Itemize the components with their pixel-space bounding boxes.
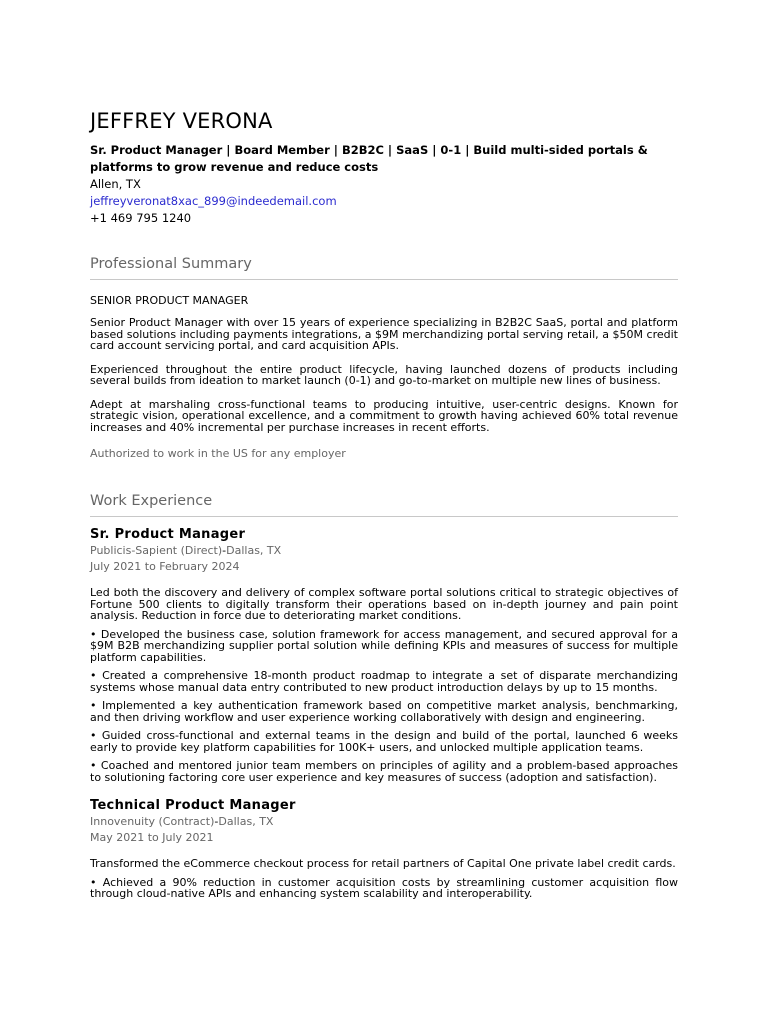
job-bullet: • Implemented a key authentication framework based on competitive market analysis, benchmarking, and then driving workflow and user experience working collaboratively with design and engineering. (90, 699, 678, 724)
resume-content (90, 106, 678, 900)
candidate-headline: Sr. Product Manager | Board Member | B2B2C | SaaS | 0-1 | Build multi-sided portals & platforms to grow revenue and reduce costs (90, 143, 648, 174)
job-bullet: • Guided cross-functional and external teams in the design and build of the portal, launched 6 weeks early to provide key platform capabilities for 100K+ users, and unlocked multiple application teams. (90, 729, 678, 754)
candidate-name: JEFFREY VERONA (90, 109, 273, 133)
job-dates: July 2021 to February 2024 (90, 560, 240, 573)
company-location: Dallas, TX (218, 815, 274, 828)
company-location-separator: - (214, 815, 219, 828)
job-description: Transformed the eCommerce checkout process for retail partners of Capital One private label credit cards. (90, 857, 676, 870)
job-entry (90, 797, 678, 900)
job-bullet: • Developed the business case, solution framework for access management, and secured approval for a $9M B2B merchandizing supplier portal solution while defining KPIs and measures of success for multiple platform capabilities. (90, 627, 678, 664)
candidate-email[interactable]: jeffreyveronat8xac_899@indeedemail.com (90, 194, 337, 208)
candidate-phone: +1 469 795 1240 (90, 211, 192, 225)
summary-paragraph: Senior Product Manager with over 15 years of experience specializing in B2B2C SaaS, portal and platform based solutions including payments integrations, a $9M merchandizing portal serving retail, a $50M credit card account servicing portal, and card acquisition APIs. (90, 316, 678, 352)
summary-section-title: Professional Summary (90, 256, 252, 272)
summary-heading: SENIOR PRODUCT MANAGER (90, 294, 249, 307)
candidate-location: Allen, TX (90, 177, 141, 191)
job-bullet: • Created a comprehensive 18-month product roadmap to integrate a set of disparate merchandizing systems whose manual data entry contributed to new product introduction delays by up to 15 months. (90, 669, 678, 694)
work-authorization: Authorized to work in the US for any employer (90, 447, 346, 460)
job-company (90, 814, 678, 830)
experience-section-title: Work Experience (90, 493, 213, 509)
company-name: Innovenuity (Contract) (90, 815, 215, 828)
summary-paragraph: Experienced throughout the entire product lifecycle, having launched dozens of products including several builds from ideation to market launch (0-1) and go-to-market on multiple new lines of business. (90, 362, 678, 387)
company-location-separator: - (222, 544, 227, 557)
job-dates: May 2021 to July 2021 (90, 831, 214, 844)
company-name: Publicis-Sapient (Direct) (90, 544, 223, 557)
job-bullet: • Coached and mentored junior team members on principles of agility and a problem-based approaches to solutioning factoring core user experience and key measures of success (adoption and satisfaction). (90, 759, 678, 784)
summary-paragraph: Adept at marshaling cross-functional teams to producing intuitive, user-centric designs. Known for strategic vision, operational excellence, and a commitment to growth having achieved 60% total revenue increases and 40% incremental per purchase increases in recent efforts. (90, 397, 678, 434)
job-bullet: • Achieved a 90% reduction in customer acquisition costs by streamlining customer acquisition flow through cloud-native APIs and enhancing system scalability and interoperability. (90, 875, 678, 900)
job-title: Sr. Product Manager (90, 527, 246, 542)
job-entry (90, 526, 678, 783)
company-location: Dallas, TX (226, 544, 282, 557)
job-title: Technical Product Manager (90, 798, 296, 813)
job-description: Led both the discovery and delivery of complex software portal solutions critical to strategic objectives of Fortune 500 clients to digitally transform their operations based on in-depth journey and pain point analysis. Reduction in force due to deteriorating market conditions. (90, 586, 678, 622)
job-company (90, 543, 678, 559)
